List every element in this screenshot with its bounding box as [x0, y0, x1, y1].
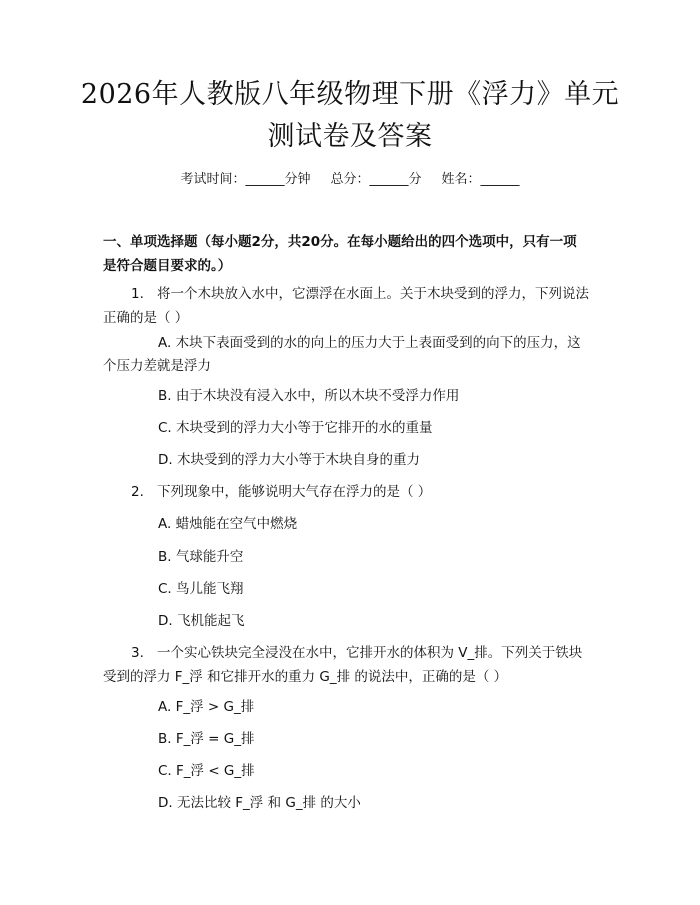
question-3-stem-line-2: 受到的浮力 F_浮 和它排开水的重力 G_排 的说法中，正确的是（ ）: [103, 669, 508, 685]
total-score: 总分：______分: [330, 172, 422, 187]
question-2-number: 2.: [131, 484, 144, 500]
question-3-number: 3.: [131, 645, 144, 661]
question-3-option-d: D. 无法比较 F_浮 和 G_排 的大小: [158, 795, 361, 811]
question-1-stem-line-1: 将一个木块放入水中，它漂浮在水面上。关于木块受到的浮力，下列说法: [157, 286, 589, 302]
question-1-option-b: B. 由于木块没有浸入水中，所以木块不受浮力作用: [158, 388, 460, 404]
section-heading: [103, 230, 603, 278]
question-3-stem: [131, 641, 582, 665]
question-1-option-a-line-2: 个压力差就是浮力: [103, 358, 211, 374]
question-1-stem: [131, 282, 589, 306]
question-2-option-d: D. 飞机能起飞: [158, 613, 245, 629]
section-heading-line-1: 一、单项选择题（每小题2分，共20分。在每小题给出的四个选项中，只有一项: [103, 234, 577, 250]
question-2-option-a: A. 蜡烛能在空气中燃烧: [158, 516, 298, 532]
question-3-option-a: A. F_浮 > G_排: [158, 699, 255, 715]
question-3-option-b: B. F_浮 = G_排: [158, 731, 255, 747]
title-line-2: 测试卷及答案: [267, 121, 433, 152]
question-1-option-c: C. 木块受到的浮力大小等于它排开的水的重量: [158, 420, 433, 436]
question-3-option-c: C. F_浮 < G_排: [158, 763, 255, 779]
question-1-number: 1.: [131, 286, 144, 302]
question-1-stem-line-2: 正确的是（ ）: [103, 310, 189, 326]
title-line-1: 2026年人教版八年级物理下册《浮力》单元: [80, 79, 620, 110]
student-name: 姓名：______: [441, 172, 520, 187]
exam-info: [0, 168, 700, 187]
question-2-option-c: C. 鸟儿能飞翔: [158, 581, 244, 597]
question-2-stem: [131, 480, 431, 504]
question-2-stem-line-1: 下列现象中，能够说明大气存在浮力的是（ ）: [157, 484, 432, 500]
question-1-option-a-line-1: A. 木块下表面受到的水的向上的压力大于上表面受到的向下的压力，这: [158, 335, 581, 351]
question-3-stem-line-1: 一个实心铁块完全浸没在水中，它排开水的体积为 V_排。下列关于铁块: [157, 645, 583, 661]
page-title: [60, 74, 640, 158]
exam-time: 考试时间：______分钟: [180, 172, 311, 187]
question-2-option-b: B. 气球能升空: [158, 549, 244, 565]
question-1-option-d: D. 木块受到的浮力大小等于木块自身的重力: [158, 452, 420, 468]
section-heading-line-2: 是符合题目要求的。）: [103, 258, 232, 274]
